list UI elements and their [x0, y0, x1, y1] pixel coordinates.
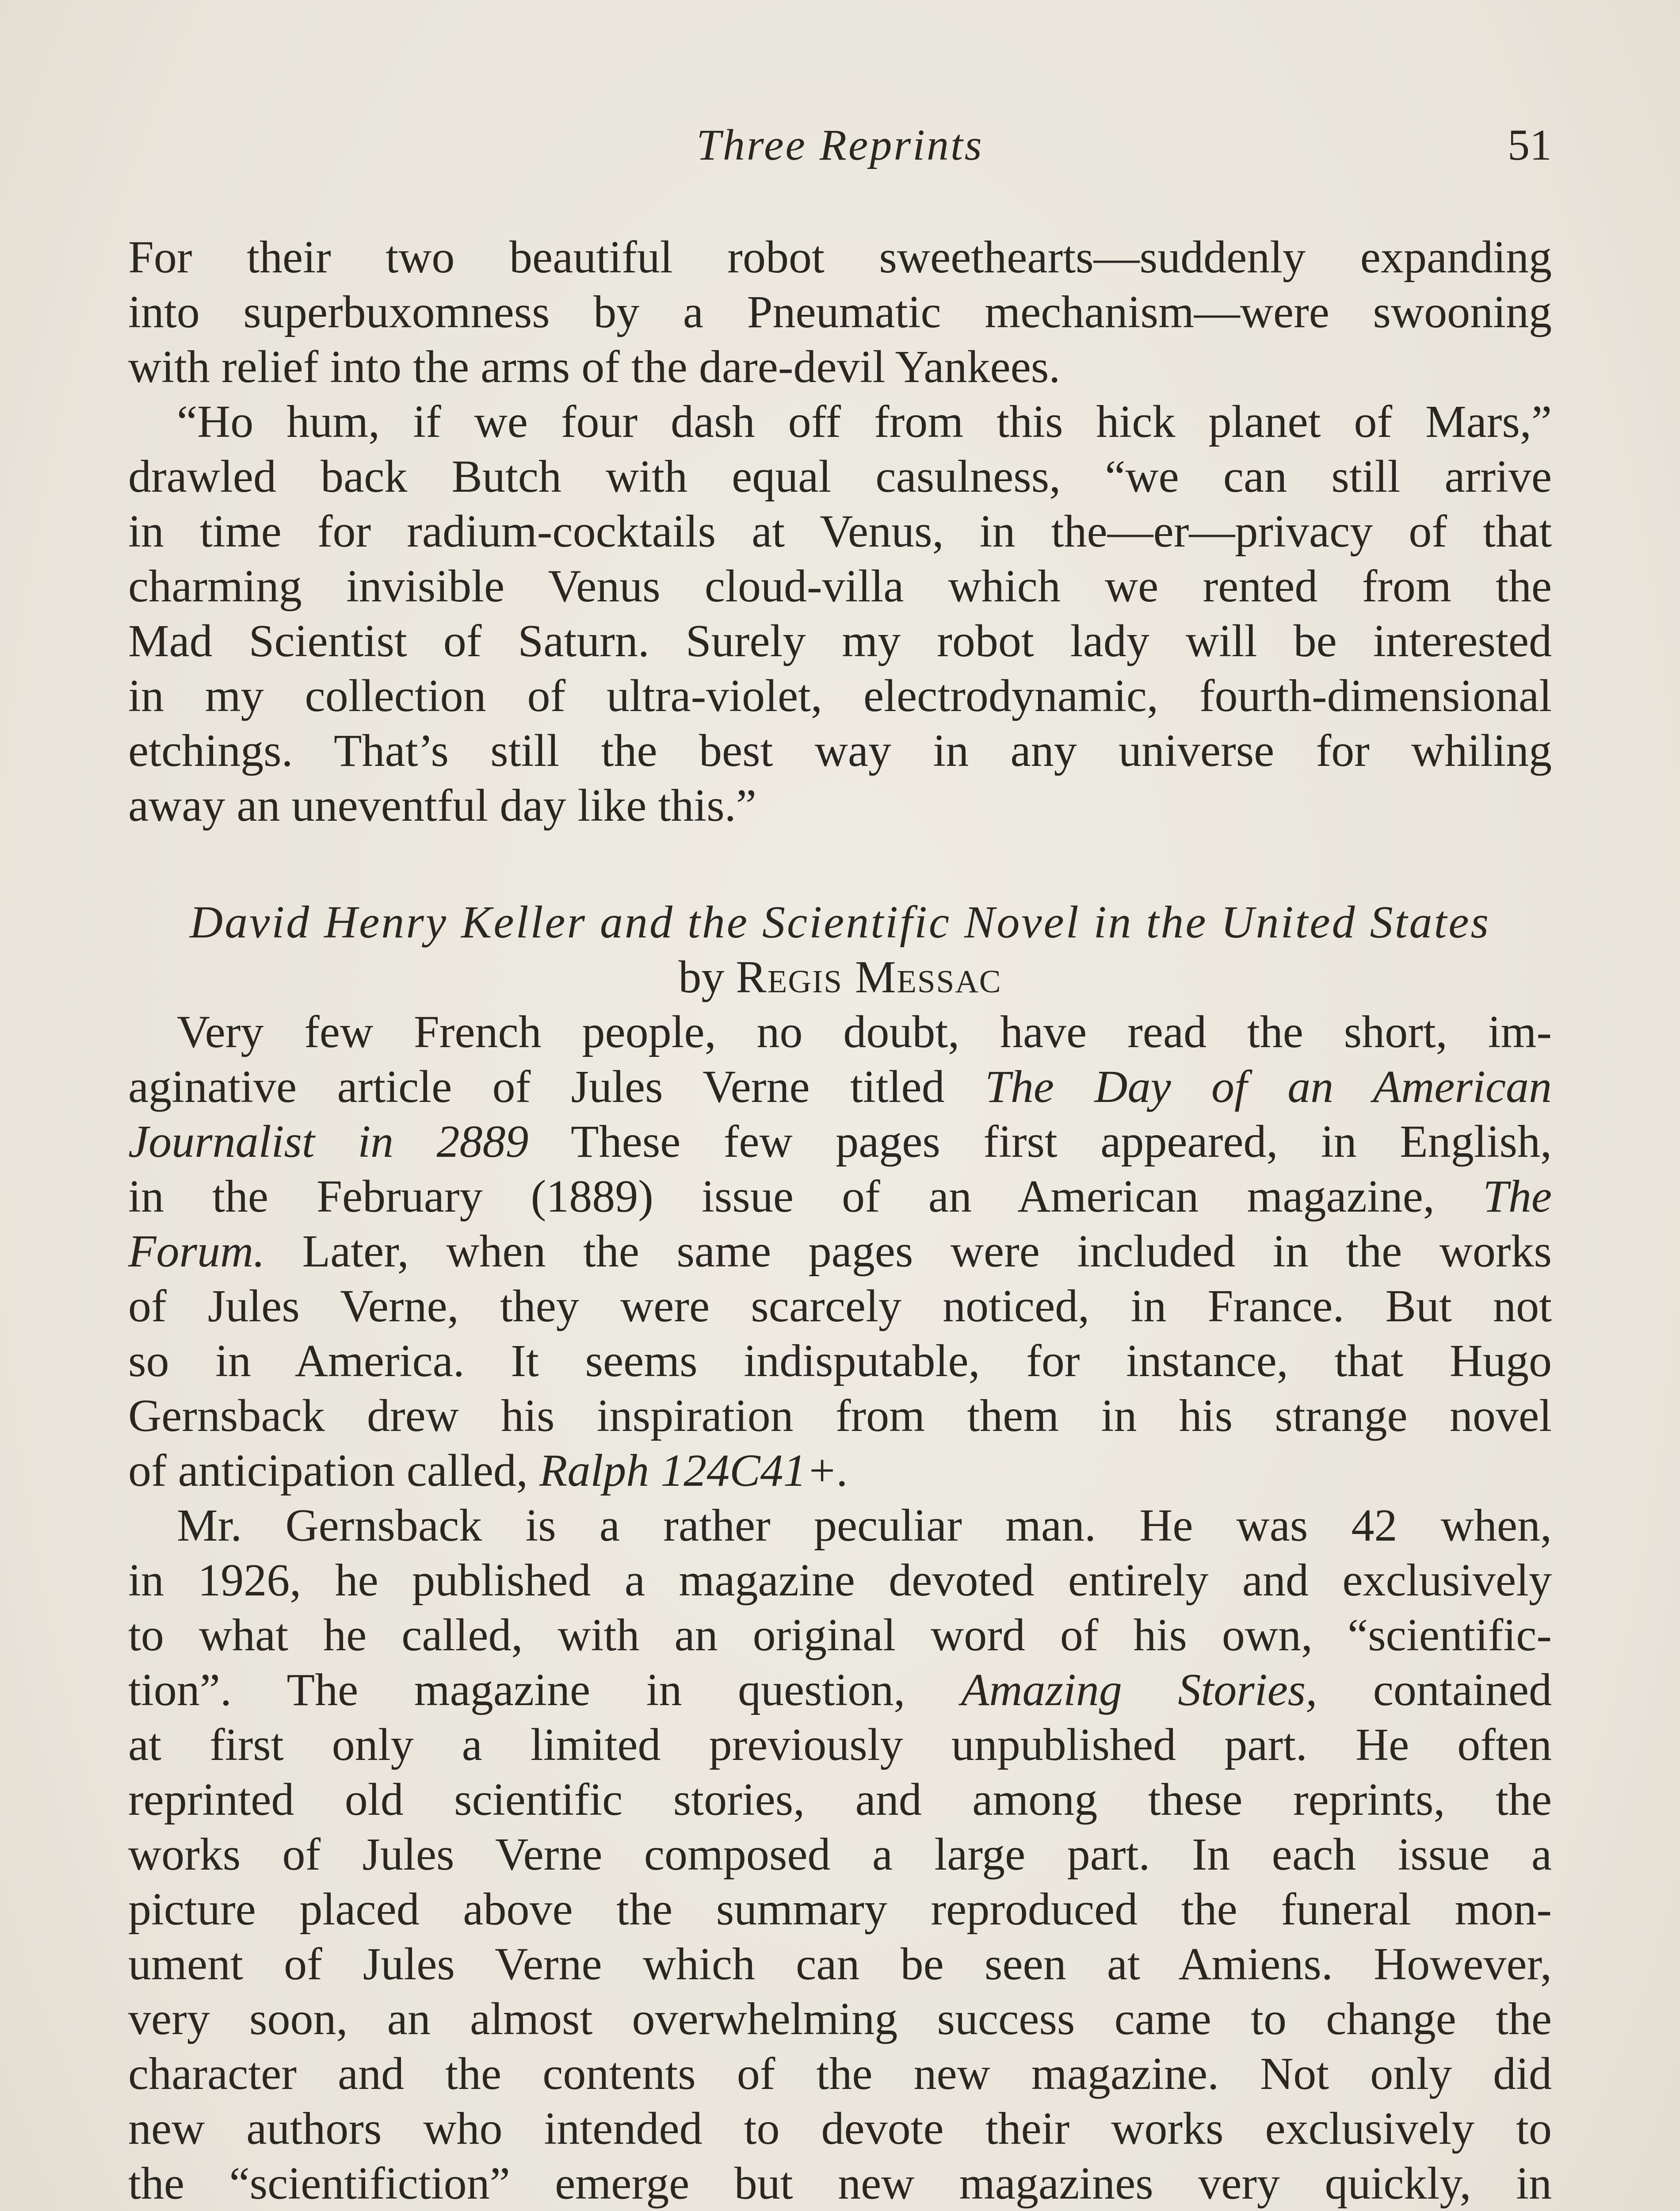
text-line: etchings. That’s still the best way in any universe for whiling: [128, 725, 1552, 776]
text-line: away an uneventful day like this.”: [128, 780, 756, 831]
italic-run: Journalist in 2889: [128, 1116, 529, 1167]
text-line: so in America. It seems indisputable, for instance, that Hugo: [128, 1335, 1552, 1386]
text-line: the “scientifiction” emerge but new magazines very quickly, in: [128, 2158, 1552, 2209]
text-line: [128, 1169, 1552, 1224]
text-line: Very few French people, no doubt, have read the short, im-: [177, 1006, 1552, 1057]
paragraph-2: [128, 1498, 1552, 2211]
text-line: very soon, an almost overwhelming success came to change the: [128, 1993, 1552, 2044]
text-line: For their two beautiful robot sweethearts—suddenly expanding: [128, 232, 1552, 283]
text-line: Mad Scientist of Saturn. Surely my robot lady will be interested: [128, 616, 1552, 666]
text-line: of Jules Verne, they were scarcely noticed, in France. But not: [128, 1281, 1552, 1331]
italic-run: Ralph 124C41+.: [539, 1445, 849, 1496]
italic-run: The: [1483, 1171, 1552, 1222]
text-run: in the February (1889) issue of an American magazine,: [128, 1171, 1483, 1222]
page-header: [128, 119, 1552, 177]
text-line: in 1926, he published a magazine devoted entirely and exclusively: [128, 1555, 1552, 1606]
text-line: Gernsback drew his inspiration from them in his strange novel: [128, 1390, 1552, 1441]
text-line: character and the contents of the new magazine. Not only did: [128, 2048, 1552, 2099]
text-line: new authors who intended to devote their works exclusively to: [128, 2103, 1552, 2154]
text-run: contained: [1317, 1664, 1552, 1715]
text-line: charming invisible Venus cloud-villa which we rented from the: [128, 561, 1552, 612]
text-run: of anticipation called,: [128, 1445, 539, 1496]
text-line: picture placed above the summary reproduced the funeral mon-: [128, 1884, 1552, 1935]
continuation-paragraph: [128, 230, 1552, 394]
text-line: “Ho hum, if we four dash off from this hick planet of Mars,”: [177, 396, 1552, 447]
text-run: aginative article of Jules Verne titled: [128, 1061, 985, 1112]
text-line: works of Jules Verne composed a large part. In each issue a: [128, 1829, 1552, 1880]
text-line: at first only a limited previously unpublished part. He often: [128, 1719, 1552, 1770]
italic-run: The Day of an American: [985, 1061, 1552, 1112]
text-line: [128, 1663, 1552, 1718]
text-run: tion”. The magazine in question,: [128, 1664, 961, 1715]
text-line: with relief into the arms of the dare-devil Yankees.: [128, 341, 1061, 392]
text-line: in my collection of ultra-violet, electrodynamic, fourth-dimensional: [128, 670, 1552, 721]
running-head: Three Reprints: [696, 120, 984, 169]
text-line: Mr. Gernsback is a rather peculiar man. He was 42 when,: [177, 1500, 1552, 1551]
text-line: [128, 1060, 1552, 1114]
text-line: into superbuxomness by a Pneumatic mechanism—were swooning: [128, 287, 1552, 337]
page-number: 51: [1508, 120, 1552, 169]
article-title: David Henry Keller and the Scientific Novel in the United States: [189, 897, 1491, 948]
text-line: drawled back Butch with equal casulness, “we can still arrive: [128, 451, 1552, 502]
italic-run: Amazing Stories,: [961, 1664, 1317, 1715]
text-line: ument of Jules Verne which can be seen at Amiens. However,: [128, 1939, 1552, 1989]
text-line: reprinted old scientific stories, and among these reprints, the: [128, 1774, 1552, 1825]
text-line: to what he called, with an original word of his own, “scientific-: [128, 1610, 1552, 1660]
paragraph-1: [128, 1005, 1552, 1498]
byline: [128, 950, 1552, 1005]
text-run: These few pages first appeared, in English,: [528, 1116, 1552, 1167]
text-line: [128, 1114, 1552, 1169]
author-name: Regis Messac: [736, 952, 1002, 1002]
body-text: [128, 230, 1552, 2211]
text-run: Later, when the same pages were included in the works: [265, 1226, 1552, 1277]
text-line: [128, 1443, 1552, 1498]
quote-paragraph: [128, 394, 1552, 833]
text-line: in time for radium-cocktails at Venus, in the—er—privacy of that: [128, 506, 1552, 557]
byline-by: by: [678, 952, 725, 1002]
text-line: [128, 1224, 1552, 1279]
italic-run: Forum.: [128, 1226, 265, 1277]
